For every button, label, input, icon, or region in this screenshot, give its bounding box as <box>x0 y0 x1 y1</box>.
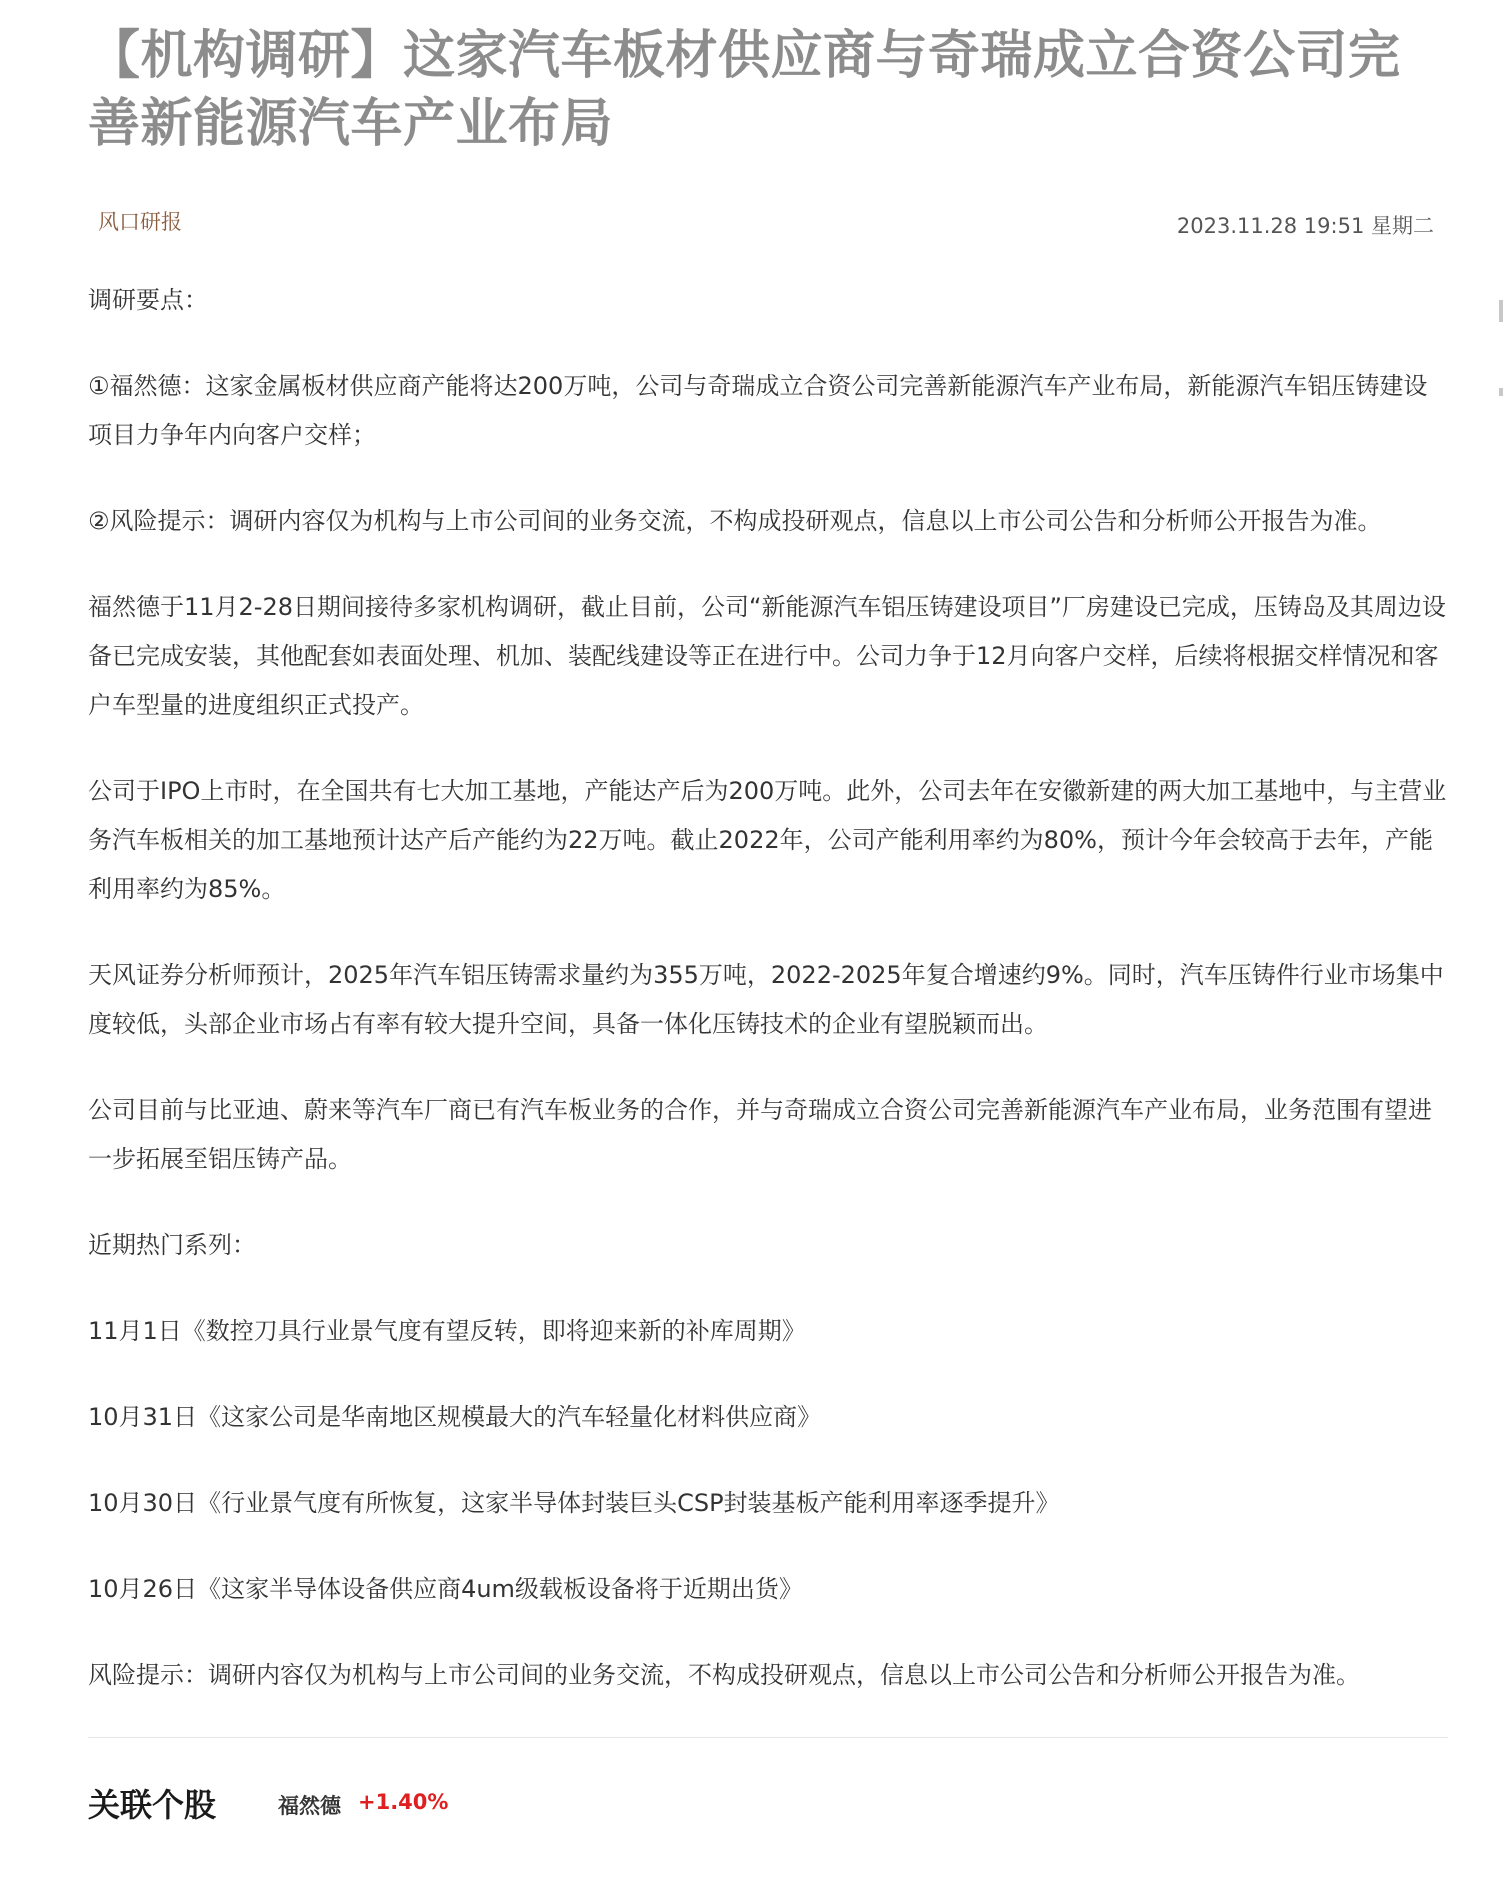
paragraph: 福然德于11月2-28日期间接待多家机构调研，截止目前，公司“新能源汽车铝压铸建设项目”厂房建设已完成，压铸岛及其周边设备已完成安装，其他配套如表面处理、机加、装配线建设等正在进行中。公司力争于12月向客户交样，后续将根据交样情况和客户车型量的进度组织正式投产。 <box>88 593 1446 719</box>
related-article-link[interactable]: 11月1日《数控刀具行业景气度有望反转，即将迎来新的补库周期》 <box>88 1317 806 1345</box>
related-article-link[interactable]: 10月30日《行业景气度有所恢复，这家半导体封装巨头CSP封装基板产能利用率逐季提升》 <box>88 1489 1060 1517</box>
related-stocks-title: 关联个股 <box>88 1786 217 1824</box>
paragraph: 公司于IPO上市时，在全国共有七大加工基地，产能达产后为200万吨。此外，公司去年在安徽新建的两大加工基地中，与主营业务汽车板相关的加工基地预计达产后产能约为22万吨。截止2022年，公司产能利用率约为80%，预计今年会较高于去年，产能利用率约为85%。 <box>88 777 1447 903</box>
paragraph: 天风证券分析师预计，2025年汽车铝压铸需求量约为355万吨，2022-2025年复合增速约9%。同时，汽车压铸件行业市场集中度较低，头部企业市场占有率有较大提升空间，具备一体化压铸技术的企业有望脱颖而出。 <box>88 961 1444 1038</box>
related-article-link[interactable]: 10月31日《这家公司是华南地区规模最大的汽车轻量化材料供应商》 <box>88 1403 822 1431</box>
stock-name-link[interactable]: 福然德 <box>278 1794 341 1818</box>
paragraph: 调研要点： <box>88 286 208 314</box>
divider <box>88 1737 1448 1738</box>
related-article-link[interactable]: 10月26日《这家半导体设备供应商4um级载板设备将于近期出货》 <box>88 1575 803 1603</box>
source-link[interactable]: 风口研报 <box>98 210 182 234</box>
related-stocks <box>88 1766 1448 1846</box>
article-meta <box>88 206 1448 246</box>
paragraph: ①福然德：这家金属板材供应商产能将达200万吨，公司与奇瑞成立合资公司完善新能源汽车产业布局，新能源汽车铝压铸建设项目力争年内向客户交样； <box>88 372 1428 449</box>
stock-change-badge: +1.40% <box>358 1790 449 1814</box>
paragraph: ②风险提示：调研内容仅为机构与上市公司间的业务交流，不构成投研观点，信息以上市公司公告和分析师公开报告为准。 <box>88 507 1382 535</box>
section-heading: 近期热门系列： <box>88 1231 256 1259</box>
scroll-edge-mark <box>1499 300 1503 322</box>
paragraph: 公司目前与比亚迪、蔚来等汽车厂商已有汽车板业务的合作，并与奇瑞成立合资公司完善新能源汽车产业布局，业务范围有望进一步拓展至铝压铸产品。 <box>88 1096 1432 1173</box>
article <box>88 0 1448 1846</box>
article-title: 【机构调研】这家汽车板材供应商与奇瑞成立合资公司完善新能源汽车产业布局 <box>88 26 1401 154</box>
publish-time: 2023.11.28 19:51 星期二 <box>1176 214 1434 238</box>
scroll-edge-mark <box>1499 388 1503 396</box>
risk-disclaimer: 风险提示：调研内容仅为机构与上市公司间的业务交流，不构成投研观点，信息以上市公司公告和分析师公开报告为准。 <box>88 1661 1360 1689</box>
article-body <box>88 276 1448 1700</box>
